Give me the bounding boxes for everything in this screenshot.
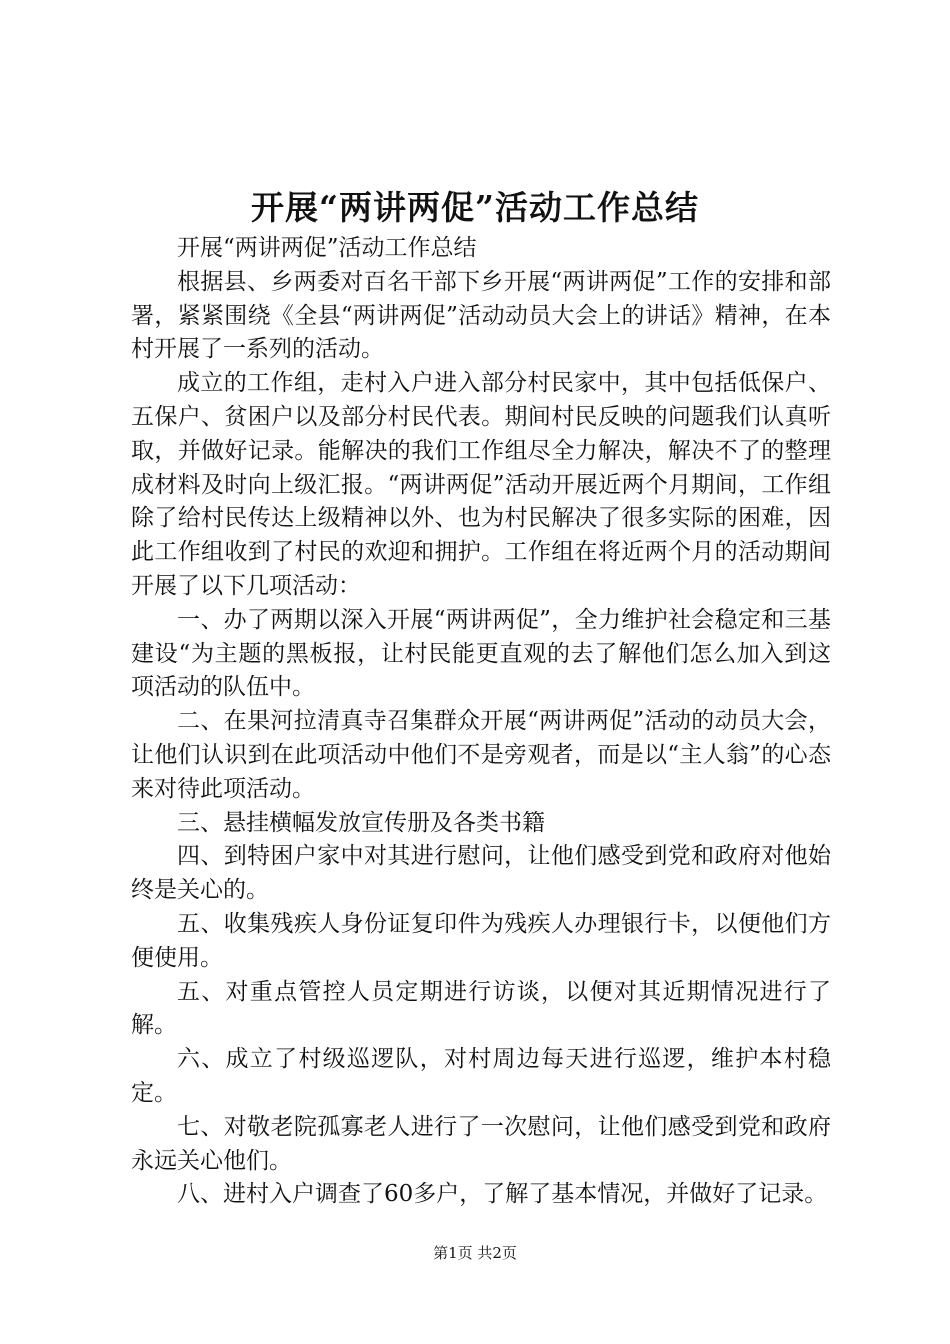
paragraph-item-3: 三、悬挂横幅发放宣传册及各类书籍 xyxy=(177,809,545,836)
paragraph-item-4: 四、到特困户家中对其进行慰问，让他们感受到党和政府对他始终是关心的。 xyxy=(131,843,831,904)
document-title: 开展“两讲两促”活动工作总结 xyxy=(251,188,699,227)
paragraph-item-5a: 五、收集残疾人身份证复印件为残疾人办理银行卡，以便他们方便使用。 xyxy=(131,910,831,971)
page-footer: 第1页 共2页 xyxy=(433,1244,517,1262)
paragraph-item-2: 二、在果河拉清真寺召集群众开展“两讲两促”活动的动员大会，让他们认识到在此项活动中他们不是旁观者，而是以“主人翁”的心态来对待此项活动。 xyxy=(131,708,831,802)
paragraph-item-8: 八、进村入户调查了60多户，了解了基本情况，并做好了记录。 xyxy=(177,1181,828,1208)
paragraph-subtitle: 开展“两讲两促”活动工作总结 xyxy=(177,235,477,261)
paragraph-item-1: 一、办了两期以深入开展“两讲两促”，全力维护社会稳定和三基建设“为主题的黑板报，让村民能更直观的去了解他们怎么加入到这项活动的队伍中。 xyxy=(131,606,831,701)
paragraph-intro: 根据县、乡两委对百名干部下乡开展“两讲两促”工作的安排和部署，紧紧围绕《全县“两讲两促”活动动员大会上的讲话》精神，在本村开展了一系列的活动。 xyxy=(131,268,831,363)
paragraph-item-5b: 五、对重点管控人员定期进行访谈，以便对其近期情况进行了解。 xyxy=(131,978,831,1039)
paragraph-workgroup: 成立的工作组，走村入户进入部分村民家中，其中包括低保户、五保户、贫困户以及部分村民代表。期间村民反映的问题我们认真听取，并做好记录。能解决的我们工作组尽全力解决，解决不了的整理成材料及时向上级汇报。“两讲两促”活动开展近两个月期间，工作组除了给村民传达上级精神以外、也为村民解决了很多实际的困难，因此工作组收到了村民的欢迎和拥护。工作组在将近两个月的活动期间开展了以下几项活动： xyxy=(131,370,831,599)
document-body xyxy=(131,232,831,1212)
paragraph-item-6: 六、成立了村级巡逻队，对村周边每天进行巡逻，维护本村稳定。 xyxy=(131,1046,831,1106)
paragraph-item-7: 七、对敬老院孤寡老人进行了一次慰问，让他们感受到党和政府永远关心他们。 xyxy=(131,1113,831,1174)
